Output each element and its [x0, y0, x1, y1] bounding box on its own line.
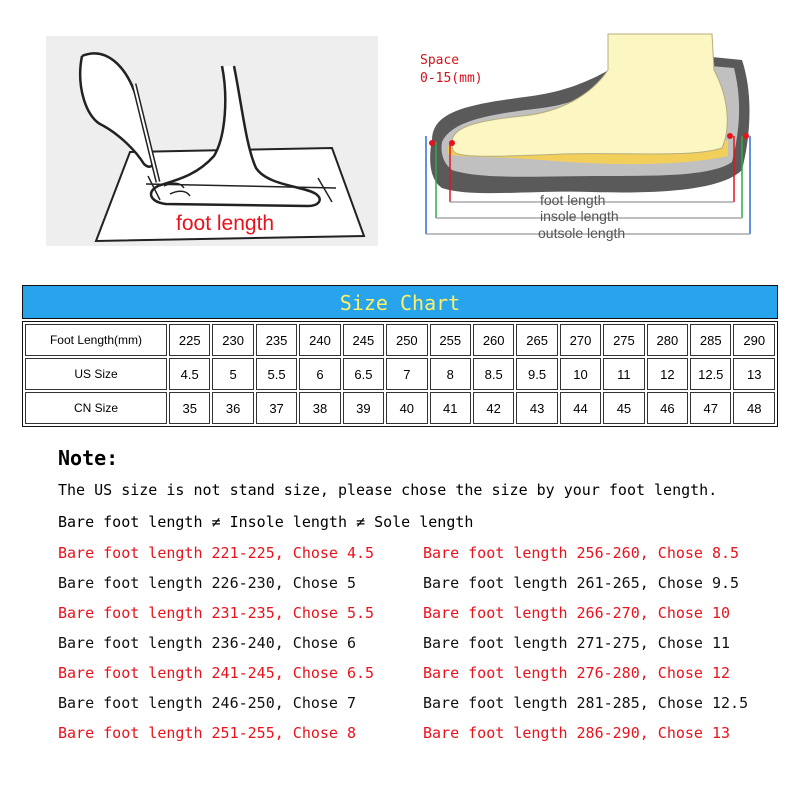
table-cell: 9.5	[516, 358, 557, 390]
size-rule-item: Bare foot length 261-265, Chose 9.5	[423, 574, 740, 592]
space-label-line2: 0-15(mm)	[420, 71, 483, 86]
space-label	[420, 52, 483, 88]
foot-length-row	[25, 324, 775, 356]
table-cell: 290	[733, 324, 775, 356]
note-title: Note:	[58, 446, 119, 470]
size-rule-item: Bare foot length 226-230, Chose 5	[58, 574, 357, 592]
table-cell: 13	[733, 358, 775, 390]
table-cell: 10	[560, 358, 601, 390]
table-cell: 39	[343, 392, 384, 424]
size-rule-item: Bare foot length 286-290, Chose 13	[423, 724, 731, 742]
table-cell: 41	[430, 392, 471, 424]
table-cell: 47	[690, 392, 731, 424]
table-cell: 37	[256, 392, 297, 424]
table-cell: 35	[169, 392, 210, 424]
table-cell: 38	[299, 392, 340, 424]
row-header: Foot Length(mm)	[25, 324, 167, 356]
table-cell: 8	[430, 358, 471, 390]
table-cell: 5.5	[256, 358, 297, 390]
note-length-difference: Bare foot length ≠ Insole length ≠ Sole length	[58, 513, 474, 531]
table-cell: 6.5	[343, 358, 384, 390]
table-cell: 250	[386, 324, 427, 356]
size-rule-item: Bare foot length 236-240, Chose 6	[58, 634, 357, 652]
table-cell: 260	[473, 324, 514, 356]
note-us-size: The US size is not stand size, please chose the size by your foot length.	[58, 481, 718, 499]
table-cell: 8.5	[473, 358, 514, 390]
size-rule-item: Bare foot length 231-235, Chose 5.5	[58, 604, 375, 622]
table-cell: 255	[430, 324, 471, 356]
table-cell: 48	[733, 392, 775, 424]
table-cell: 225	[169, 324, 210, 356]
size-rule-item: Bare foot length 271-275, Chose 11	[423, 634, 731, 652]
table-cell: 235	[256, 324, 297, 356]
insole-length-label: insole length	[540, 208, 619, 224]
size-rule-item: Bare foot length 281-285, Chose 12.5	[423, 694, 749, 712]
table-cell: 275	[603, 324, 644, 356]
row-header: CN Size	[25, 392, 167, 424]
table-cell: 270	[560, 324, 601, 356]
table-cell: 44	[560, 392, 601, 424]
row-header: US Size	[25, 358, 167, 390]
foot-length-label: foot length	[540, 192, 606, 208]
foot-length-caption: foot length	[176, 212, 275, 235]
table-cell: 12.5	[690, 358, 731, 390]
table-cell: 45	[603, 392, 644, 424]
table-cell: 280	[647, 324, 688, 356]
size-rule-item: Bare foot length 276-280, Chose 12	[423, 664, 731, 682]
table-cell: 6	[299, 358, 340, 390]
size-rule-item: Bare foot length 246-250, Chose 7	[58, 694, 357, 712]
size-rule-item: Bare foot length 221-225, Chose 4.5	[58, 544, 375, 562]
space-label-line1: Space	[420, 53, 460, 68]
size-chart-title: Size Chart	[339, 291, 461, 315]
table-cell: 4.5	[169, 358, 210, 390]
table-cell: 230	[212, 324, 253, 356]
table-cell: 265	[516, 324, 557, 356]
table-cell: 12	[647, 358, 688, 390]
table-cell: 36	[212, 392, 253, 424]
table-cell: 46	[647, 392, 688, 424]
size-rule-item: Bare foot length 266-270, Chose 10	[423, 604, 731, 622]
table-cell: 7	[386, 358, 427, 390]
size-chart-banner	[22, 285, 778, 319]
table-cell: 11	[603, 358, 644, 390]
table-cell: 285	[690, 324, 731, 356]
table-cell: 240	[299, 324, 340, 356]
table-cell: 43	[516, 392, 557, 424]
table-cell: 245	[343, 324, 384, 356]
cn-size-row	[25, 392, 775, 424]
size-rule-item: Bare foot length 241-245, Chose 6.5	[58, 664, 375, 682]
table-cell: 5	[212, 358, 253, 390]
outsole-length-label: outsole length	[538, 225, 626, 241]
us-size-row	[25, 358, 775, 390]
size-chart-table	[22, 321, 778, 427]
table-cell: 40	[386, 392, 427, 424]
size-rule-item: Bare foot length 251-255, Chose 8	[58, 724, 357, 742]
table-cell: 42	[473, 392, 514, 424]
size-rule-item: Bare foot length 256-260, Chose 8.5	[423, 544, 740, 562]
